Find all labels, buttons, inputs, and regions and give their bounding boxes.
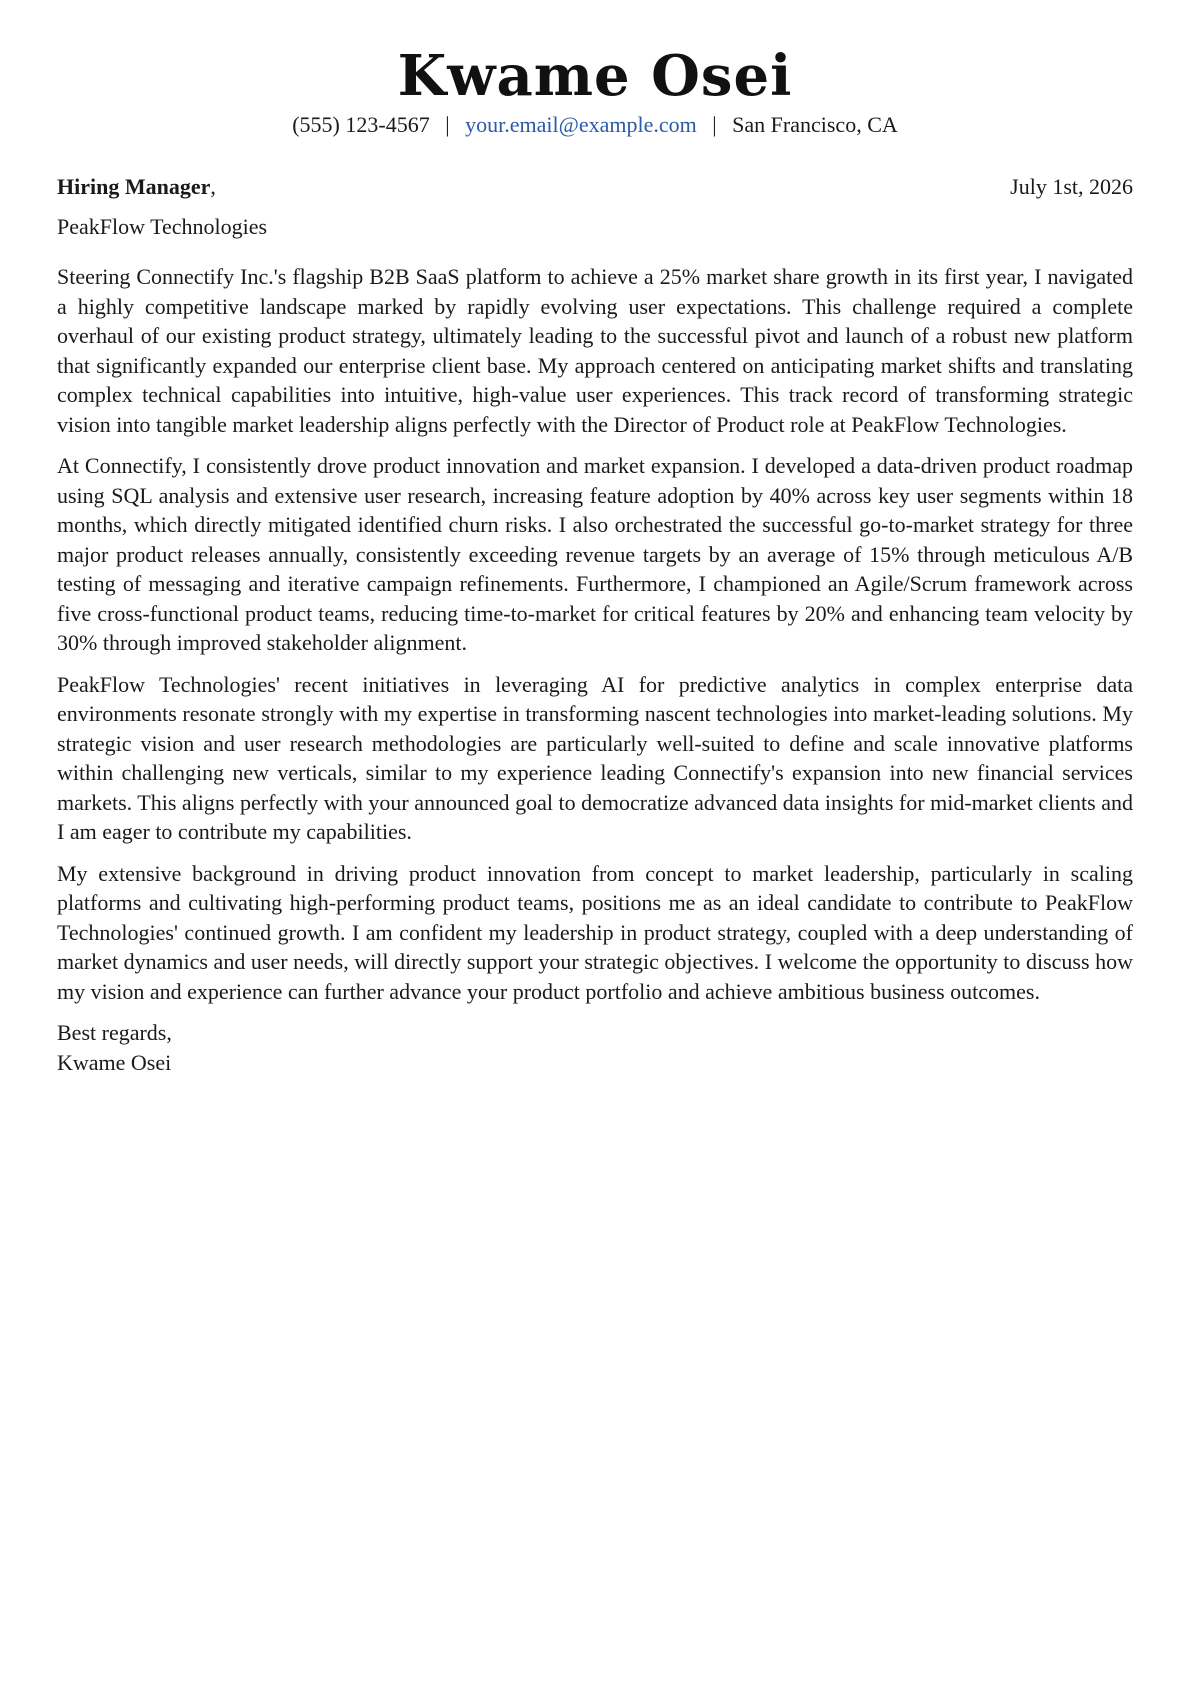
recipient-comma: , [210,174,216,199]
body-paragraph: My extensive background in driving product innovation from concept to market leadership, particularly in scaling platforms and cultivating high-performing product teams, positions me as an ideal candidate to contribute to PeakFlow Technologies' continued growth. I am confident my leadership in product strategy, coupled with a deep understanding of market dynamics and user needs, will directly support your strategic objectives. I welcome the opportunity to discuss how my vision and experience can further advance your product portfolio and achieve ambitious business outcomes. [57,860,1133,1004]
recipient-name: Hiring Manager [57,174,211,199]
recipient-line [57,172,216,202]
signature-name: Kwame Osei [57,1050,172,1075]
recipient-company: PeakFlow Technologies [57,214,268,239]
applicant-name: Kwame Osei [397,43,793,109]
body-paragraph: PeakFlow Technologies' recent initiatives in leveraging AI for predictive analytics in complex enterprise data environments resonate strongly with my expertise in transforming nascent technologies into market-leading solutions. My strategic vision and user research methodologies are particularly well-suited to define and scale innovative platforms within challenging new verticals, similar to my experience leading Connectify's expansion into new financial services markets. This aligns perfectly with your announced goal to democratize advanced data insights for mid-market clients and I am eager to contribute my capabilities. [57,671,1133,844]
letter-body [57,262,1133,1006]
phone-number: (555) 123-4567 [292,112,430,137]
recipient-date-row [57,172,1133,202]
email-link[interactable]: your.email@example.com [465,112,697,137]
contact-line [57,110,1133,140]
letter-closing [57,1018,1133,1078]
letter-date: July 1st, 2026 [1010,174,1133,199]
closing-salutation: Best regards, [57,1020,172,1045]
body-paragraph: At Connectify, I consistently drove product innovation and market expansion. I developed a data-driven product roadmap using SQL analysis and extensive user research, increasing feature adoption by 40% across key user segments within 18 months, which directly mitigated identified churn risks. I also orchestrated the successful go-to-market strategy for three major product releases annually, consistently exceeding revenue targets by an average of 15% through meticulous A/B testing of messaging and iterative campaign refinements. Furthermore, I championed an Agile/Scrum framework across five cross-functional product teams, reducing time-to-market for critical features by 20% and enhancing team velocity by 30% through improved stakeholder alignment. [57,453,1133,655]
cover-letter-page [57,0,1133,1078]
contact-separator: | [445,112,450,137]
contact-separator: | [712,112,717,137]
body-paragraph: Steering Connectify Inc.'s flagship B2B SaaS platform to achieve a 25% market share growth in its first year, I navigated a highly competitive landscape marked by rapidly evolving user expectations. This challenge required a complete overhaul of our existing product strategy, ultimately leading to the successful pivot and launch of a robust new platform that significantly expanded our enterprise client base. My approach centered on anticipating market shifts and translating complex technical capabilities into intuitive, high-value user experiences. This track record of transforming strategic vision into tangible market leadership aligns perfectly with the Director of Product role at PeakFlow Technologies. [57,264,1133,437]
location: San Francisco, CA [732,112,898,137]
